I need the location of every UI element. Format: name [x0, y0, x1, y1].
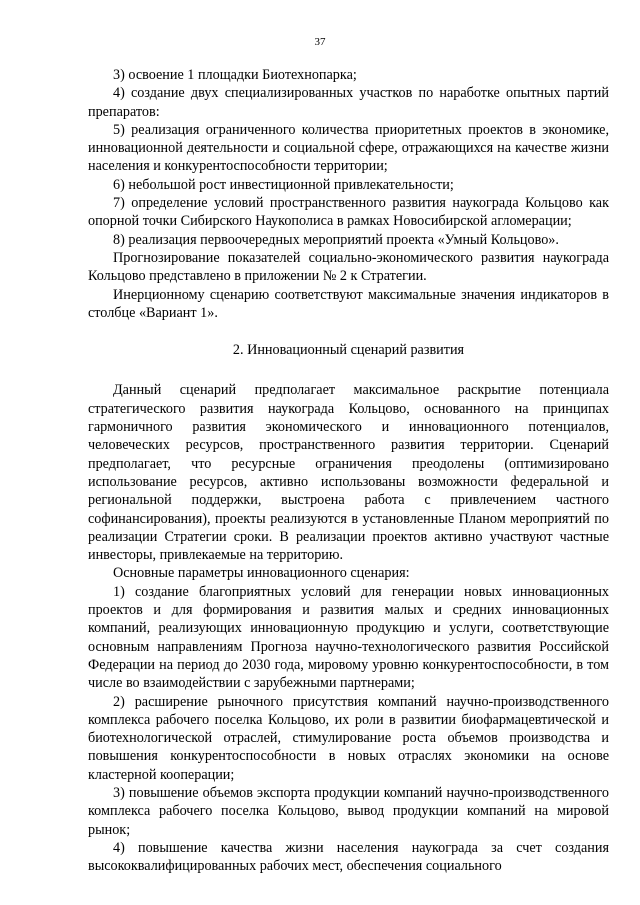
paragraph: 5) реализация ограниченного количества приоритетных проектов в экономике, инновационной деятельности и социальной сфере, отражающихся на качестве жизни населения и конкурентоспособности территории; — [88, 121, 609, 175]
paragraph: Прогнозирование показателей социально-экономического развития наукограда Кольцово представлено в приложении № 2 к Стратегии. — [88, 249, 609, 285]
paragraph: 4) создание двух специализированных участков по наработке опытных партий препаратов: — [88, 85, 609, 120]
paragraph: Основные параметры инновационного сценария: — [113, 565, 410, 582]
paragraph: 8) реализация первоочередных мероприятий проекта «Умный Кольцово». — [113, 231, 559, 248]
paragraph: 4) повышение качества жизни населения наукограда за счет создания высококвалифицированных рабочих мест, обеспечения социального — [88, 839, 609, 875]
paragraph: Инерционному сценарию соответствуют максимальные значения индикаторов в столбце «Вариант 1». — [88, 286, 609, 321]
paragraph: Данный сценарий предполагает максимальное раскрытие потенциала стратегического развития наукограда Кольцово, основанного на принципах гармоничного развития экономического и инновационного потенциалов, человеческих ресурсов, пространственного развития территории. Сценарий предполагает, что ресурсные ограничения преодолены (оптимизировано использование ресурсов, активно использованы возможности федеральной и региональной поддержки, выстроена работа с привлечением частного софинансирования), проекты реализуются в установленные Планом мероприятий по реализации Стратегии сроки. В реализации проектов активно участвуют частные инвесторы, привлекаемые на территорию. — [88, 382, 609, 564]
paragraph: 6) небольшой рост инвестиционной привлекательности; — [113, 176, 454, 193]
paragraph: 7) определение условий пространственного развития наукограда Кольцово как опорной точки Сибирского Наукополиса в рамках Новосибирской агломерации; — [88, 195, 609, 230]
paragraph: 2) расширение рыночного присутствия компаний научно-производственного комплекса рабочего поселка Кольцово, их роли в развитии биофармацевтической и биотехнологической отраслей, стимулирование роста объемов производства и повышения конкурентоспособности в новых отраслях экономики на основе кластерной кооперации; — [88, 693, 609, 783]
paragraph: 1) создание благоприятных условий для генерации новых инновационных проектов и для формирования и развития малых и средних инновационных компаний, реализующих инновационную продукцию и услуги, соответствующие основным направлениям Прогноза научно-технологического развития Российской Федерации на период до 2030 года, мировому уровню конкурентоспособности, в том числе во взаимодействии с зарубежными партнерами; — [88, 583, 609, 692]
section-heading: 2. Инновационный сценарий развития — [232, 342, 465, 359]
page-number: 37 — [314, 36, 326, 48]
paragraph: 3) повышение объемов экспорта продукции компаний научно-производственного комплекса рабочего поселка Кольцово, вывод продукции компаний на мировой рынок; — [88, 784, 609, 838]
paragraph: 3) освоение 1 площадки Биотехнопарка; — [113, 67, 357, 83]
document-body — [88, 66, 609, 875]
